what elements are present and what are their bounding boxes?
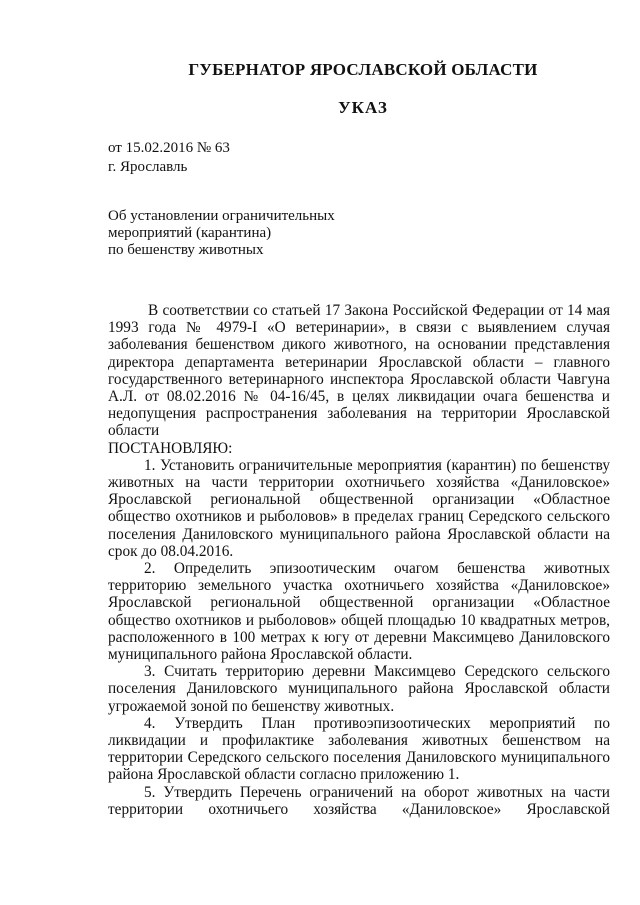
document-date-number: от 15.02.2016 № 63 [108,140,230,156]
document-subject [108,208,335,259]
decree-item: 1. Установить ограничительные мероприятия (карантин) по бешенству животных на части территории охотничьего хозяйства «Даниловское» Ярославской региональной общественной организации «Областное общество охотников и рыболовов» в пределах границ Середского сельского поселения Даниловского муниципального района Ярославской области на срок до 08.04.2016. [108,456,610,560]
decree-item: 4. Утвердить План противоэпизоотических мероприятий по ликвидации и профилактике заболевания животных бешенством на территории Середского сельского поселения Даниловского муниципального района Ярославской области согласно приложению 1. [108,714,610,784]
decree-item: 3. Считать территорию деревни Максимцево Середского сельского поселения Даниловского муниципального района Ярославской области угрожаемой зоной по бешенству животных. [108,663,610,715]
document-body [108,302,610,818]
preamble-paragraph: В соответствии со статьей 17 Закона Российской Федерации от 14 мая 1993 года № 4979-I «О ветеринарии», в связи с выявлением случая заболевания бешенством дикого животного, на основании представления директора департамента ветеринарии Ярославской области – главного государственного ветеринарного инспектора Ярославской области Чавгуна А.Л. от 08.02.2016 № 04-16/45, в целях ликвидации очага бешенства и недопущения распространения заболевания на территории Ярославской области [108,302,610,440]
subject-line: Об установлении ограничительных [108,208,335,224]
subject-line: по бешенству животных [108,242,264,258]
decree-item: 2. Определить эпизоотическим очагом бешенства животных территорию земельного участка охотничьего хозяйства «Даниловское» Ярославской региональной общественной организации «Областное общество охотников и рыболовов» общей площадью 10 квадратных метров, расположенного в 100 метрах к югу от деревни Максимцево Даниловского муниципального района Ярославской области. [108,560,610,664]
subject-line: мероприятий (карантина) [108,225,272,241]
issuer-title: ГУБЕРНАТОР ЯРОСЛАВСКОЙ ОБЛАСТИ [188,60,538,79]
document-city: г. Ярославль [108,159,188,175]
decree-item: 5. Утвердить Перечень ограничений на оборот животных на части территории охотничьего хозяйства «Даниловское» Ярославской [108,783,610,818]
resolve-heading: ПОСТАНОВЛЯЮ: [108,439,233,457]
document-type: УКАЗ [338,98,388,117]
